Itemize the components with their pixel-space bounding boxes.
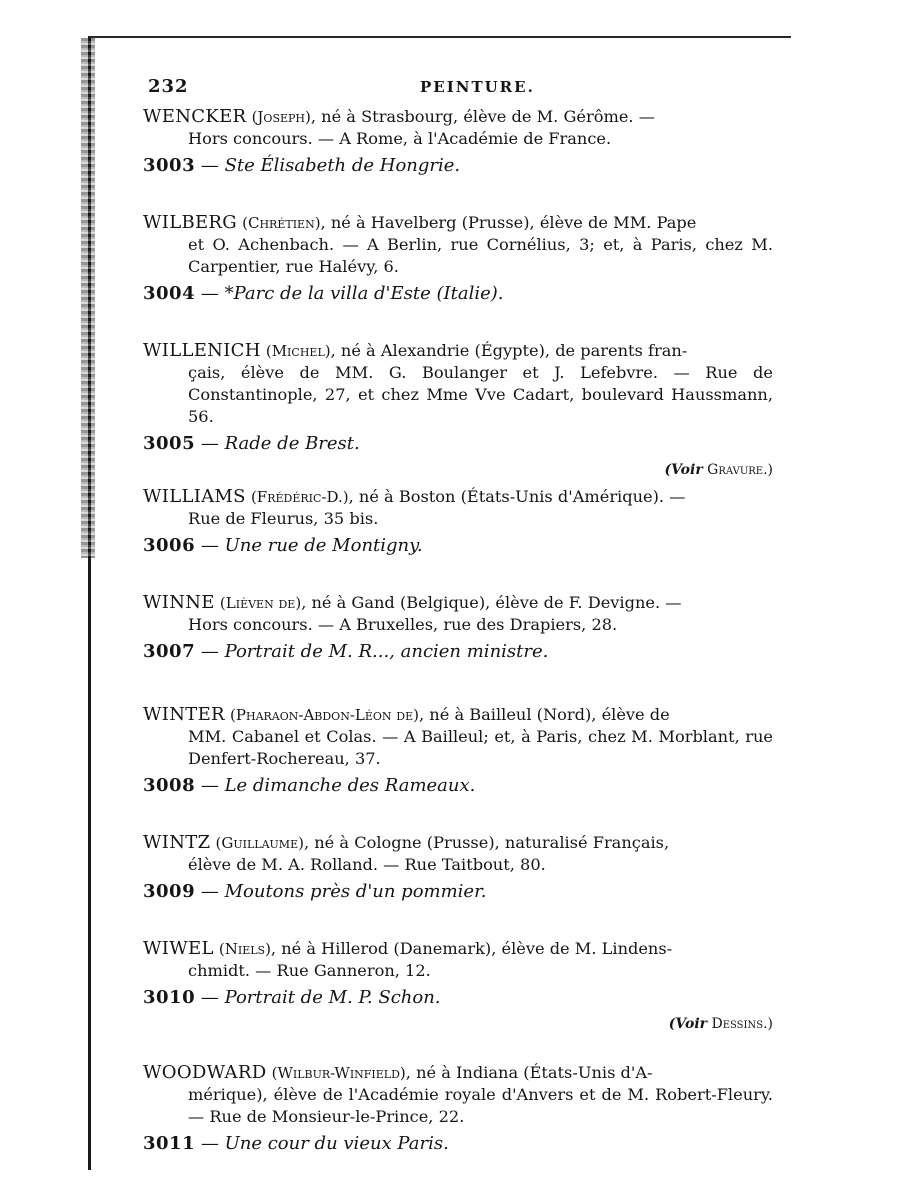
catalogue-entry — [143, 212, 773, 307]
work-number: 3003 — [143, 155, 196, 176]
work-line — [143, 985, 773, 1011]
cross-reference-section: Gravure.) — [707, 462, 773, 478]
artist-name: WINTZ — [143, 832, 211, 853]
artist-details-continued: Hors concours. — A Rome, à l'Académie de France. — [188, 129, 612, 148]
work-dash: — — [200, 535, 219, 556]
artist-info — [143, 592, 773, 636]
catalogue-entry — [143, 832, 773, 905]
work-line — [143, 1131, 773, 1157]
artist-name: WINNE — [143, 592, 215, 613]
work-number: 3008 — [143, 775, 196, 796]
artist-name: WENCKER — [143, 106, 247, 127]
artist-given-name: (Pharaon-Abdon-Léon de) — [230, 706, 419, 724]
artist-info — [143, 212, 773, 278]
artist-details-continued: chmidt. — Rue Ganneron, 12. — [188, 961, 431, 980]
artist-given-name: (Chrétien) — [242, 214, 321, 232]
artist-info — [143, 1062, 773, 1128]
catalogue-entry — [143, 938, 773, 1035]
work-line — [143, 153, 773, 179]
work-dash: — — [200, 1133, 219, 1154]
artist-details-continued: MM. Cabanel et Colas. — A Bailleul; et, à Paris, chez M. Morblant, rue Denfert-Rochereau, 37. — [188, 727, 773, 768]
artist-info — [143, 704, 773, 770]
artist-info — [143, 938, 773, 982]
work-number: 3004 — [143, 283, 196, 304]
artist-name: WILBERG — [143, 212, 237, 233]
work-dash: — — [200, 987, 219, 1008]
artist-given-name: (Guillaume) — [215, 834, 304, 852]
work-dash: — — [200, 641, 219, 662]
artist-info — [143, 832, 773, 876]
work-dash: — — [200, 881, 219, 902]
artist-details: , né à Hillerod (Danemark), élève de M. Lindens- — [270, 939, 673, 958]
catalogue-entry — [143, 340, 773, 481]
artist-name: WIWEL — [143, 938, 214, 959]
work-dash: — — [200, 775, 219, 796]
artist-name: WILLIAMS — [143, 486, 246, 507]
artist-given-name: (Michel) — [265, 342, 331, 360]
work-title: Ste Élisabeth de Hongrie. — [224, 155, 461, 176]
artist-details-continued: élève de M. A. Rolland. — Rue Taitbout, 80. — [188, 855, 546, 874]
artist-details: , né à Bailleul (Nord), élève de — [419, 705, 670, 724]
work-line — [143, 281, 773, 307]
artist-details-continued: çais, élève de MM. G. Boulanger et J. Lefebvre. — Rue de Constantinople, 27, et chez Mme Vve Cadart, boulevard Haussmann, 56. — [188, 363, 773, 426]
work-title: Le dimanche des Rameaux. — [224, 775, 476, 796]
catalogue-entry — [143, 106, 773, 179]
work-title: Portrait de M. P. Schon. — [224, 987, 441, 1008]
work-dash: — — [200, 283, 219, 304]
work-number: 3010 — [143, 987, 196, 1008]
artist-given-name: (Wilbur-Winfield) — [271, 1064, 406, 1082]
catalogue-entry — [143, 592, 773, 665]
work-title: Une cour du vieux Paris. — [224, 1133, 449, 1154]
artist-given-name: (Joseph) — [251, 108, 311, 126]
work-title: Moutons près d'un pommier. — [224, 881, 487, 902]
cross-reference-voir: (Voir — [664, 462, 703, 478]
artist-info — [143, 486, 773, 530]
section-title: PEINTURE. — [420, 78, 535, 96]
artist-given-name: (Frédéric-D.) — [250, 488, 349, 506]
artist-details: , né à Boston (États-Unis d'Amérique). — — [348, 487, 686, 506]
artist-name: WILLENICH — [143, 340, 261, 361]
artist-name: WINTER — [143, 704, 225, 725]
catalogue-entry — [143, 486, 773, 559]
work-line — [143, 639, 773, 665]
work-line — [143, 773, 773, 799]
page-number: 232 — [148, 76, 189, 97]
artist-given-name: (Lièven de) — [219, 594, 302, 612]
work-title: Rade de Brest. — [224, 433, 360, 454]
work-number: 3006 — [143, 535, 196, 556]
artist-details: , né à Alexandrie (Égypte), de parents fran- — [330, 341, 688, 360]
catalogue-entry — [143, 1062, 773, 1157]
artist-details-continued: Hors concours. — A Bruxelles, rue des Drapiers, 28. — [188, 615, 618, 634]
cross-reference-section: Dessins.) — [711, 1016, 773, 1032]
cross-reference — [143, 459, 773, 481]
work-dash: — — [200, 155, 219, 176]
artist-details: , né à Havelberg (Prusse), élève de MM. Pape — [320, 213, 697, 232]
work-number: 3009 — [143, 881, 196, 902]
catalogue-entry — [143, 704, 773, 799]
work-line — [143, 879, 773, 905]
artist-details: , né à Strasbourg, élève de M. Gérôme. — — [310, 107, 655, 126]
artist-details: , né à Gand (Belgique), élève de F. Devigne. — — [301, 593, 682, 612]
artist-info — [143, 106, 773, 150]
artist-details-continued: et O. Achenbach. — A Berlin, rue Cornélius, 3; et, à Paris, chez M. Carpentier, rue Halévy, 6. — [188, 235, 773, 276]
artist-details-continued: Rue de Fleurus, 35 bis. — [188, 509, 379, 528]
work-line — [143, 533, 773, 559]
work-title: *Parc de la villa d'Este (Italie). — [224, 283, 504, 304]
cross-reference-voir: (Voir — [668, 1016, 708, 1032]
work-title: Portrait de M. R..., ancien ministre. — [224, 641, 549, 662]
artist-details-continued: mérique), élève de l'Académie royale d'Anvers et de M. Robert-Fleury. — Rue de Monsieur-le-Prince, 22. — [188, 1085, 773, 1126]
work-title: Une rue de Montigny. — [224, 535, 423, 556]
work-number: 3011 — [143, 1133, 196, 1154]
artist-details: , né à Indiana (États-Unis d'A- — [405, 1063, 653, 1082]
work-number: 3007 — [143, 641, 196, 662]
artist-given-name: (Niels) — [218, 940, 271, 958]
work-line — [143, 431, 773, 457]
cross-reference — [143, 1013, 773, 1035]
artist-name: WOODWARD — [143, 1062, 267, 1083]
artist-details: , né à Cologne (Prusse), naturalisé Français, — [303, 833, 670, 852]
work-dash: — — [200, 433, 219, 454]
work-number: 3005 — [143, 433, 196, 454]
artist-info — [143, 340, 773, 428]
